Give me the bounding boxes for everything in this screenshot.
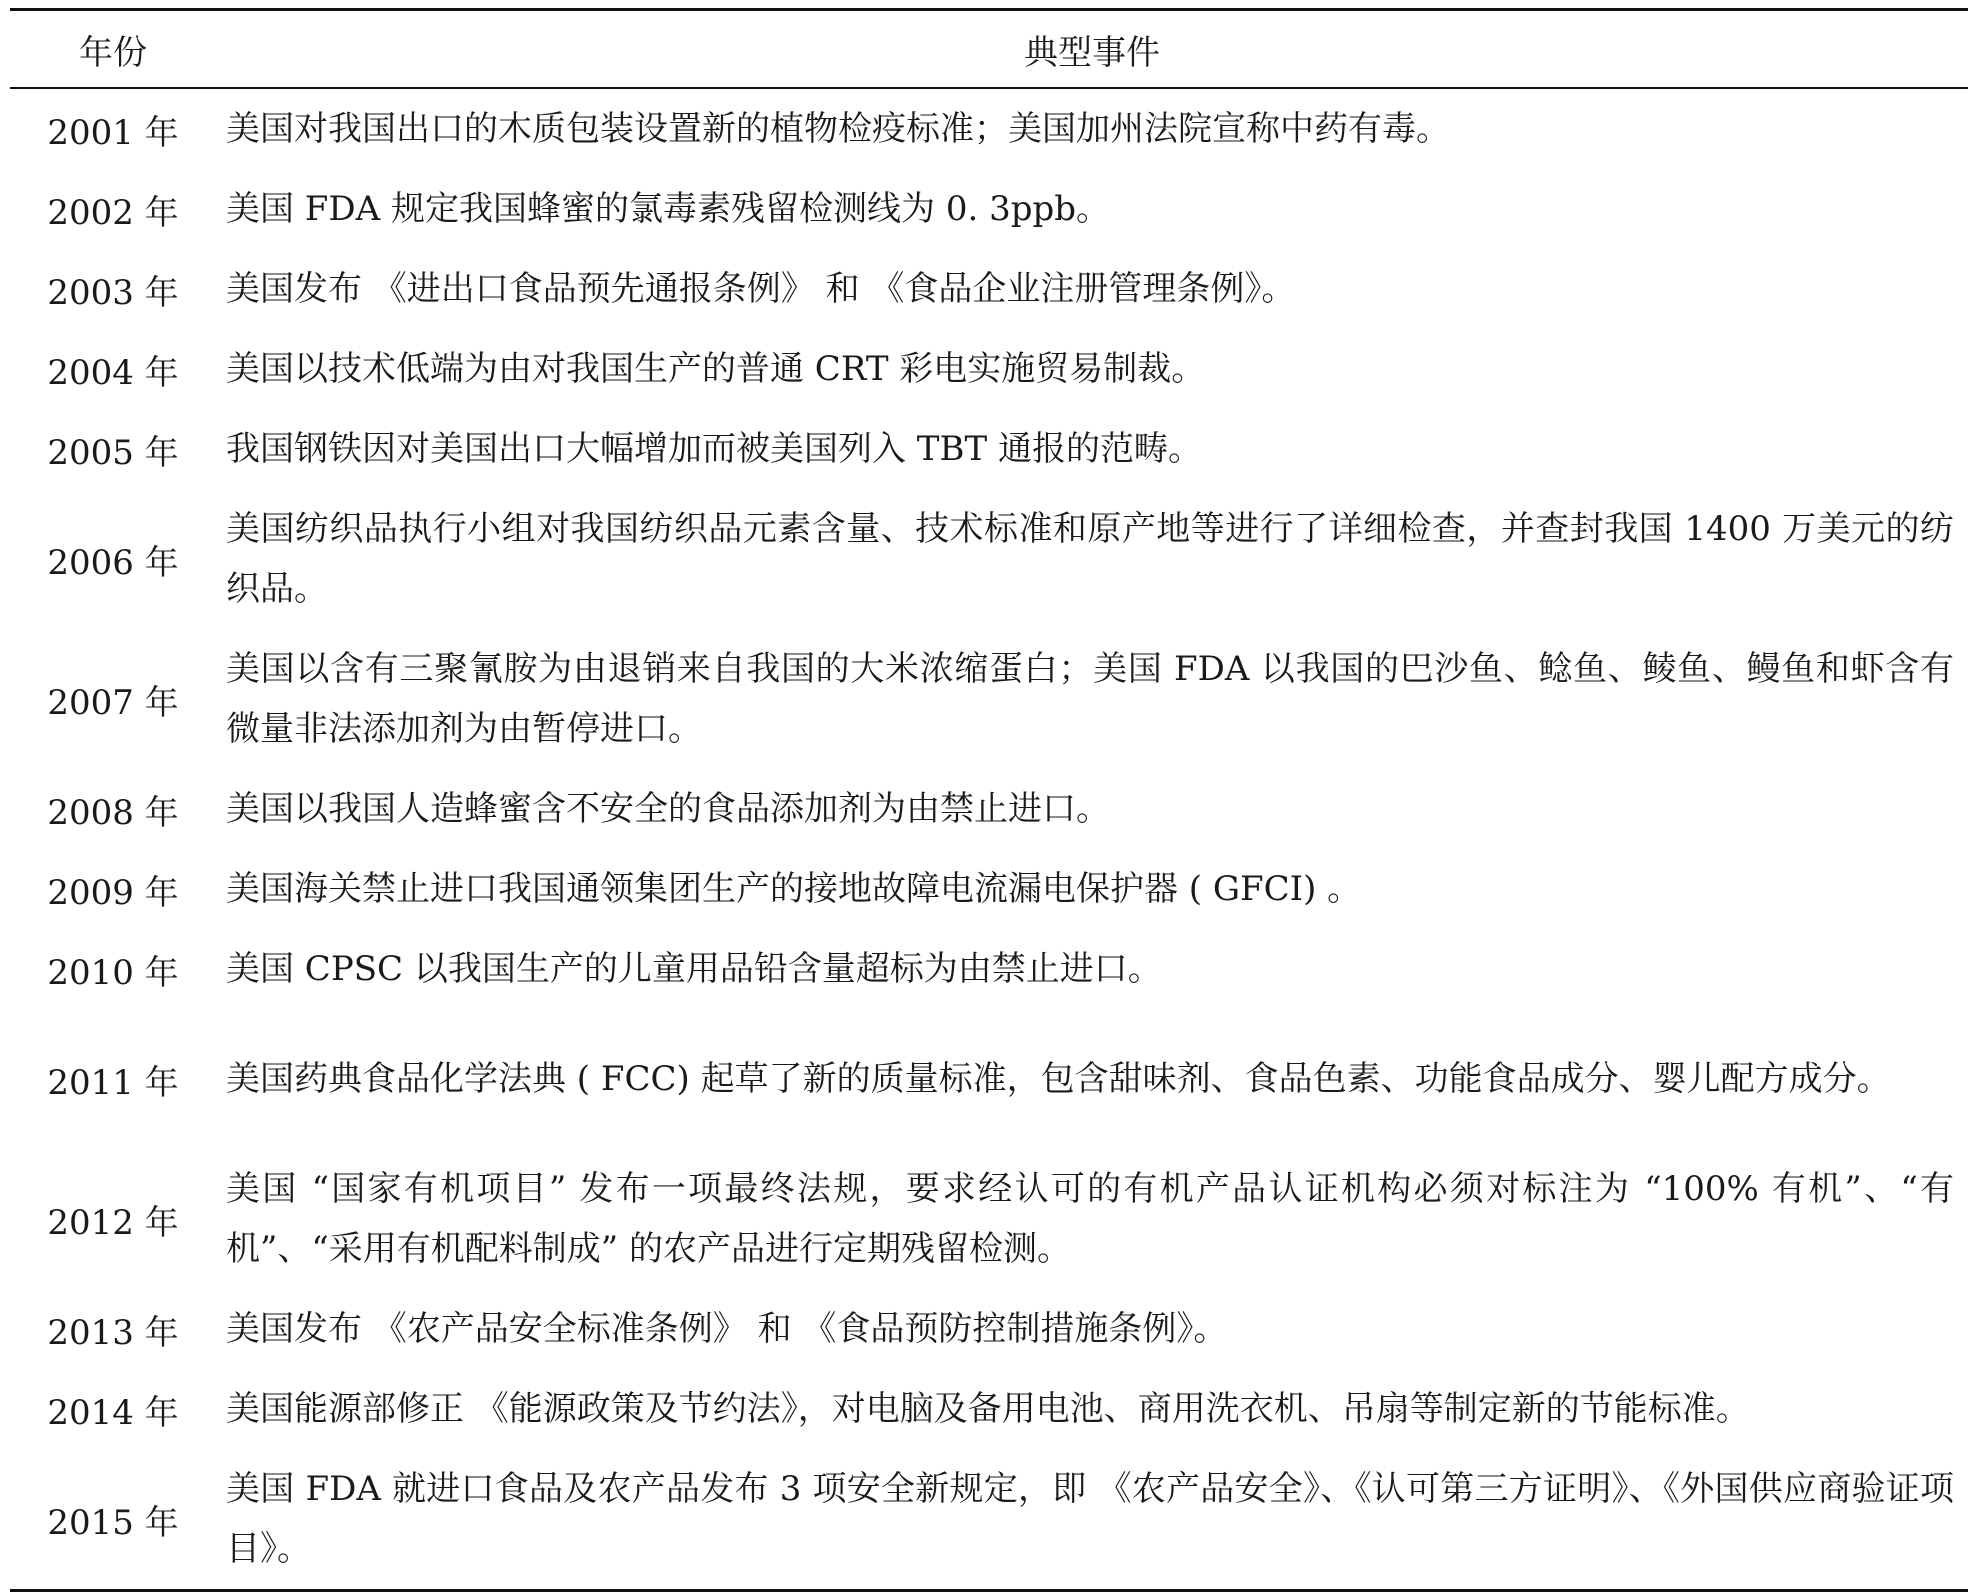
table-row (10, 88, 1968, 169)
year-cell: 2010 年 (47, 952, 179, 993)
year-cell: 2008 年 (47, 792, 179, 833)
table-row (10, 1009, 1968, 1149)
event-cell: 美国 “国家有机项目” 发布一项最终法规，要求经认可的有机产品认证机构必须对标注为 “100% 有机”、“有机”、“采用有机配料制成” 的农产品进行定期残留检测。 (226, 1169, 1954, 1269)
table-row (10, 1149, 1968, 1289)
table-row (10, 1289, 1968, 1369)
event-cell: 我国钢铁因对美国出口大幅增加而被美国列入 TBT 通报的范畴。 (226, 429, 1202, 469)
event-cell: 美国发布 《进出口食品预先通报条例》 和 《食品企业注册管理条例》。 (226, 269, 1296, 309)
year-cell: 2004 年 (47, 352, 179, 393)
year-cell: 2015 年 (10, 1449, 216, 1591)
table-row (10, 849, 1968, 929)
events-table (10, 8, 1968, 1592)
year-cell: 2002 年 (47, 192, 179, 233)
event-cell: 美国对我国出口的木质包装设置新的植物检疫标准；美国加州法院宣称中药有毒。 (226, 109, 1450, 149)
table-header-row (10, 10, 1968, 89)
event-cell: 美国纺织品执行小组对我国纺织品元素含量、技术标准和原产地等进行了详细检查，并查封我国 1400 万美元的纺织品。 (226, 509, 1954, 609)
event-cell: 美国以技术低端为由对我国生产的普通 CRT 彩电实施贸易制裁。 (226, 349, 1206, 389)
year-cell: 2006 年 (47, 542, 179, 583)
event-cell: 美国以含有三聚氰胺为由退销来自我国的大米浓缩蛋白；美国 FDA 以我国的巴沙鱼、鲶鱼、鲮鱼、鳗鱼和虾含有微量非法添加剂为由暂停进口。 (226, 649, 1954, 749)
table-row (10, 169, 1968, 249)
year-cell: 2007 年 (47, 682, 179, 723)
year-cell: 2003 年 (47, 272, 179, 313)
table-row (10, 329, 1968, 409)
event-cell: 美国能源部修正 《能源政策及节约法》，对电脑及备用电池、商用洗衣机、吊扇等制定新的节能标准。 (226, 1389, 1750, 1429)
table-row (10, 489, 1968, 629)
table-row (10, 1449, 1968, 1591)
event-cell: 美国发布 《农产品安全标准条例》 和 《食品预防控制措施条例》。 (226, 1309, 1228, 1349)
event-cell: 美国 FDA 规定我国蜂蜜的氯毒素残留检测线为 0. 3ppb。 (226, 189, 1110, 229)
event-cell: 美国 FDA 就进口食品及农产品发布 3 项安全新规定，即 《农产品安全》、《认可第三方证明》、《外国供应商验证项目》。 (216, 1449, 1968, 1591)
table-row (10, 769, 1968, 849)
header-year: 年份 (10, 10, 216, 89)
year-cell: 2009 年 (47, 872, 179, 913)
year-cell: 2012 年 (47, 1202, 179, 1243)
year-cell: 2013 年 (47, 1312, 179, 1353)
table-row (10, 929, 1968, 1009)
year-cell: 2001 年 (47, 112, 179, 153)
year-cell: 2011 年 (47, 1062, 179, 1103)
year-cell: 2014 年 (47, 1392, 179, 1433)
header-event: 典型事件 (216, 10, 1968, 89)
year-cell: 2005 年 (47, 432, 179, 473)
event-cell: 美国药典食品化学法典 ( FCC) 起草了新的质量标准，包含甜味剂、食品色素、功能食品成分、婴儿配方成分。 (226, 1059, 1891, 1099)
event-cell: 美国 CPSC 以我国生产的儿童用品铅含量超标为由禁止进口。 (226, 949, 1162, 989)
table-row (10, 629, 1968, 769)
event-cell: 美国海关禁止进口我国通领集团生产的接地故障电流漏电保护器 ( GFCI) 。 (226, 869, 1362, 909)
event-cell: 美国以我国人造蜂蜜含不安全的食品添加剂为由禁止进口。 (226, 789, 1110, 829)
table-row (10, 1369, 1968, 1449)
table-row (10, 409, 1968, 489)
table-row (10, 249, 1968, 329)
